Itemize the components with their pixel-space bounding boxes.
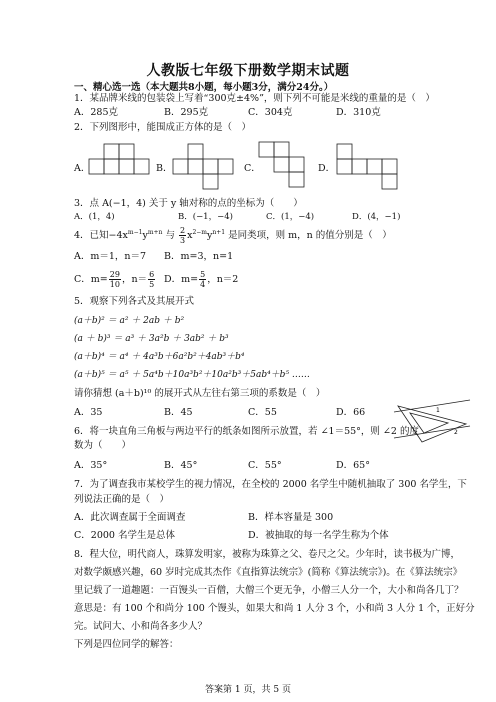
question-6-option-d: D．65° [336,460,370,471]
question-3-option-b: B．(−1，−4) [178,212,233,222]
question-5-option-d: D．66 [336,407,366,418]
q4-exp-3: 2−m [192,228,207,236]
question-5-option-b: B．45 [164,407,193,418]
question-6-option-a: A．35° [74,460,108,471]
question-8-line-3: 里记载了一道趣题：一百馒头一百僧，大僧三个更无争，小僧三人分一个，大小和尚各几丁？ [74,585,464,596]
expansion-line-4: (a＋b)⁵ ＝ a⁵ ＋ 5a⁴b＋10a³b²＋10a²b³＋5ab⁴＋b⁵ …… [74,370,310,380]
question-5-option-c: C．55 [248,407,277,418]
q4-exp-1: m−1 [127,228,143,236]
question-7-stem-2: 列说法正确的是（ ） [74,494,170,505]
question-8-line-2: 对数学颇感兴趣，60 岁时完成其杰作《直指算法统宗》(简称《算法统宗》)。在《算法统宗》 [74,567,463,578]
question-8-line-1: 8．程大位，明代商人，珠算发明家，被称为珠算之父、卷尺之父。少年时，读书极为广博， [74,549,461,560]
q4-and: 与 [165,230,175,241]
question-2-option-a: A． [74,163,91,174]
question-8-line-5: 完。试问大、小和尚各多少人？ [74,621,208,632]
question-2-option-c: C． [244,163,261,174]
question-6-option-b: B．45° [164,460,198,471]
question-4-option-d: D．m= $\frac{5}{4}$ ，n＝2 [164,270,239,289]
question-4-stem [74,226,392,245]
question-5-stem: 5．观察下列各式及其展开式 [74,296,195,307]
q4-coefficient-fraction: $\frac{2}{3}$ [180,226,186,245]
question-1-option-b: B．295克 [164,107,209,118]
q4-term-2y: y [207,230,213,241]
expansion-line-3: (a＋b)⁴ ＝ a⁴ ＋ 4a³b＋6a²b²＋4ab³＋b⁴ [74,352,245,362]
question-6-stem-2: 数为（ ） [74,440,132,451]
question-1-option-c: C．304克 [248,107,293,118]
question-1-option-a: A．285克 [74,107,118,118]
question-6-stem-1: 6．将一块直角三角板与两边平行的纸条如图所示放置，若 ∠1＝55°，则 ∠2 的度 [74,426,419,437]
q4-exp-4: n+1 [212,228,226,236]
question-5-ask: 请你猜想 (a＋b)¹⁰ 的展开式从左往右第三项的系数是（ ） [74,388,326,399]
page-title: 人教版七年级下册数学期末试题 [146,63,350,79]
question-4-option-b: B．m=3，n=1 [164,251,234,262]
question-2-option-d: D． [318,163,336,174]
question-7-option-d: D．被抽取的每一名学生称为个体 [248,530,389,541]
question-8-line-4: 意思是：有 100 个和尚分 100 个馒头，如果大和尚 1 人分 3 个，小和尚 3 人分 1 个，正好分 [74,603,475,614]
question-7-option-b: B．样本容量是 300 [248,512,334,523]
angle-2-label: 2 [454,429,458,436]
expansion-line-1: (a＋b)² ＝ a² ＋ 2ab ＋ b² [74,316,185,326]
question-7-stem-1: 7．为了调查我市某校学生的视力情况，在全校的 2000 名学生中随机抽取了 300 名学生，下 [74,479,467,490]
q4-term-1: 4．已知−4x [74,230,128,241]
question-4-option-c: C．m= $\frac{29}{10}$ ，n＝ $\frac{6}{5}$ [74,270,155,289]
question-1-stem: 1．某品牌米线的包装袋上写着“300克±4%”，则下列不可能是米线的重量的是（ ） [74,93,435,104]
question-6-option-c: C．55° [248,460,282,471]
cube-net-b-figure [172,143,236,191]
question-7-option-a: A．此次调查属于全面调查 [74,512,186,523]
cube-net-c-figure [258,141,308,193]
question-2-option-b: B． [156,163,173,174]
question-3-option-d: D．(4，−1) [352,212,401,222]
cube-net-a-figure [88,143,152,191]
question-7-option-c: C．2000 名学生是总体 [74,530,175,541]
cube-net-d-figure [336,143,402,191]
question-3-option-a: A．(1，4) [74,212,115,222]
expansion-line-2: (a ＋ b)³ ＝ a³ ＋ 3a²b ＋ 3ab² ＋ b³ [74,334,229,344]
question-8-line-6: 下列是四位同学的解答： [74,639,179,650]
question-3-option-c: C．(1，−4) [266,212,315,222]
question-3-stem: 3．点 A(−1，4) 关于 y 轴对称的点的坐标为（ ） [74,198,303,209]
angle-1-label: 1 [436,407,440,414]
question-4-option-a: A．m＝1，n＝7 [74,251,147,262]
question-1-option-d: D．310克 [336,107,381,118]
section-heading: 一、精心选一选（本大题共8小题，每小题3分，满分24分。） [74,82,334,93]
question-2-stem: 2．下列图形中，能围成正方体的是（ ） [74,122,252,133]
page-footer: 答案第 1 页，共 5 页 [205,685,291,695]
q4-term-2x: x [187,230,193,241]
q4-stem-tail: 是同类项，则 m，n 的值分别是（ ） [228,230,392,241]
q4-exp-2: m+n [147,228,163,236]
question-5-option-a: A．35 [74,407,103,418]
triangle-ruler-figure [392,398,472,448]
q4-term-1y: y [142,230,148,241]
